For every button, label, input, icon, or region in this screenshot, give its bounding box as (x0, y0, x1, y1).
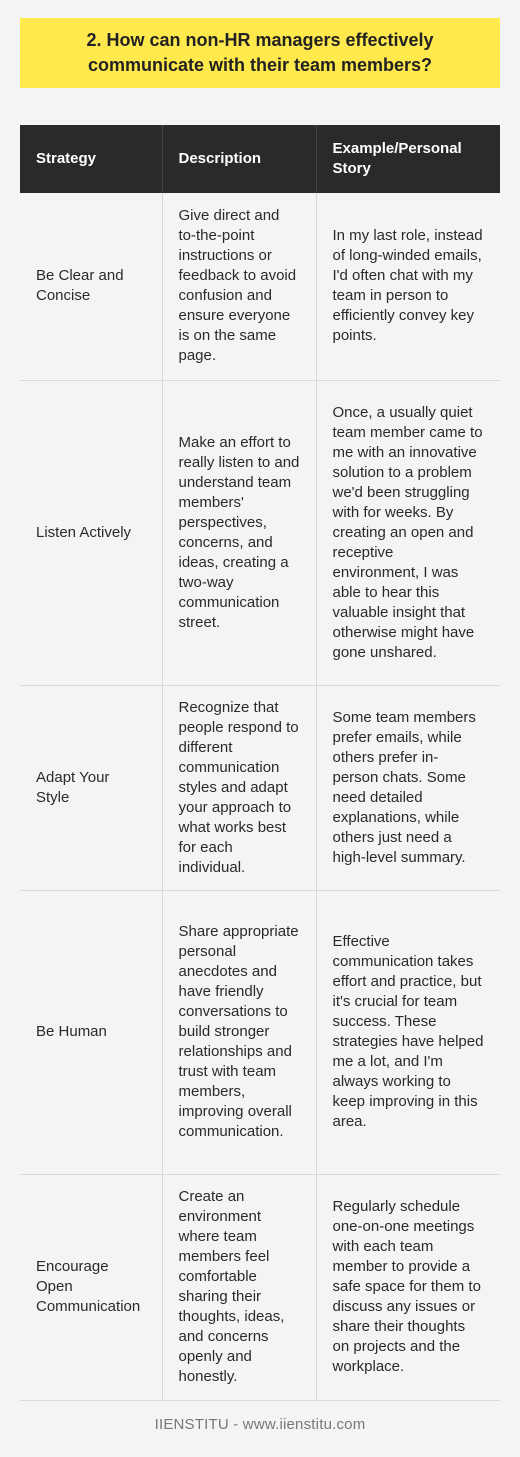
table-row (20, 1174, 500, 1400)
description-cell: Create an environment where team members feel comfortable sharing their thoughts, ideas, and concerns openly and honestly. (162, 1174, 316, 1400)
strategy-cell: Listen Actively (20, 380, 162, 685)
header-example: Example/Personal Story (316, 125, 500, 193)
strategy-cell: Be Human (20, 890, 162, 1174)
example-cell: Regularly schedule one-on-one meetings with each team member to provide a safe space for them to discuss any issues or share their thoughts on projects and the workplace. (316, 1174, 500, 1400)
header-row (20, 125, 500, 193)
description-cell: Recognize that people respond to different communication styles and adapt your approach to what works best for each individual. (162, 685, 316, 890)
header-description: Description (162, 125, 316, 193)
page-title: 2. How can non-HR managers effectively communicate with their team members? (86, 30, 434, 75)
strategy-table-container (20, 125, 500, 1401)
title-banner (20, 18, 500, 88)
description-cell: Share appropriate personal anecdotes and have friendly conversations to build stronger relationships and trust with team members, improving overall communication. (162, 890, 316, 1174)
table-row (20, 890, 500, 1174)
table-body (20, 193, 500, 1400)
strategy-cell: Adapt Your Style (20, 685, 162, 890)
description-cell: Make an effort to really listen to and understand team members' perspectives, concerns, and ideas, creating a two-way communication street. (162, 380, 316, 685)
table-row (20, 193, 500, 380)
example-cell: Effective communication takes effort and practice, but it's crucial for team success. These strategies have helped me a lot, and I'm always working to keep improving in this area. (316, 890, 500, 1174)
strategy-cell: Be Clear and Concise (20, 193, 162, 380)
header-strategy: Strategy (20, 125, 162, 193)
table-header (20, 125, 500, 193)
example-cell: Some team members prefer emails, while others prefer in-person chats. Some need detailed explanations, while others just need a high-level summary. (316, 685, 500, 890)
table-row (20, 685, 500, 890)
strategy-table (20, 125, 500, 1401)
footer-credit: IIENSTITU - www.iienstitu.com (154, 1416, 366, 1433)
example-cell: In my last role, instead of long-winded emails, I'd often chat with my team in person to efficiently convey key points. (316, 193, 500, 380)
example-cell: Once, a usually quiet team member came to me with an innovative solution to a problem we'd been struggling with for weeks. By creating an open and receptive environment, I was able to hear this valuable insight that otherwise might have gone unshared. (316, 380, 500, 685)
description-cell: Give direct and to-the-point instructions or feedback to avoid confusion and ensure everyone is on the same page. (162, 193, 316, 380)
strategy-cell: Encourage Open Communication (20, 1174, 162, 1400)
table-row (20, 380, 500, 685)
